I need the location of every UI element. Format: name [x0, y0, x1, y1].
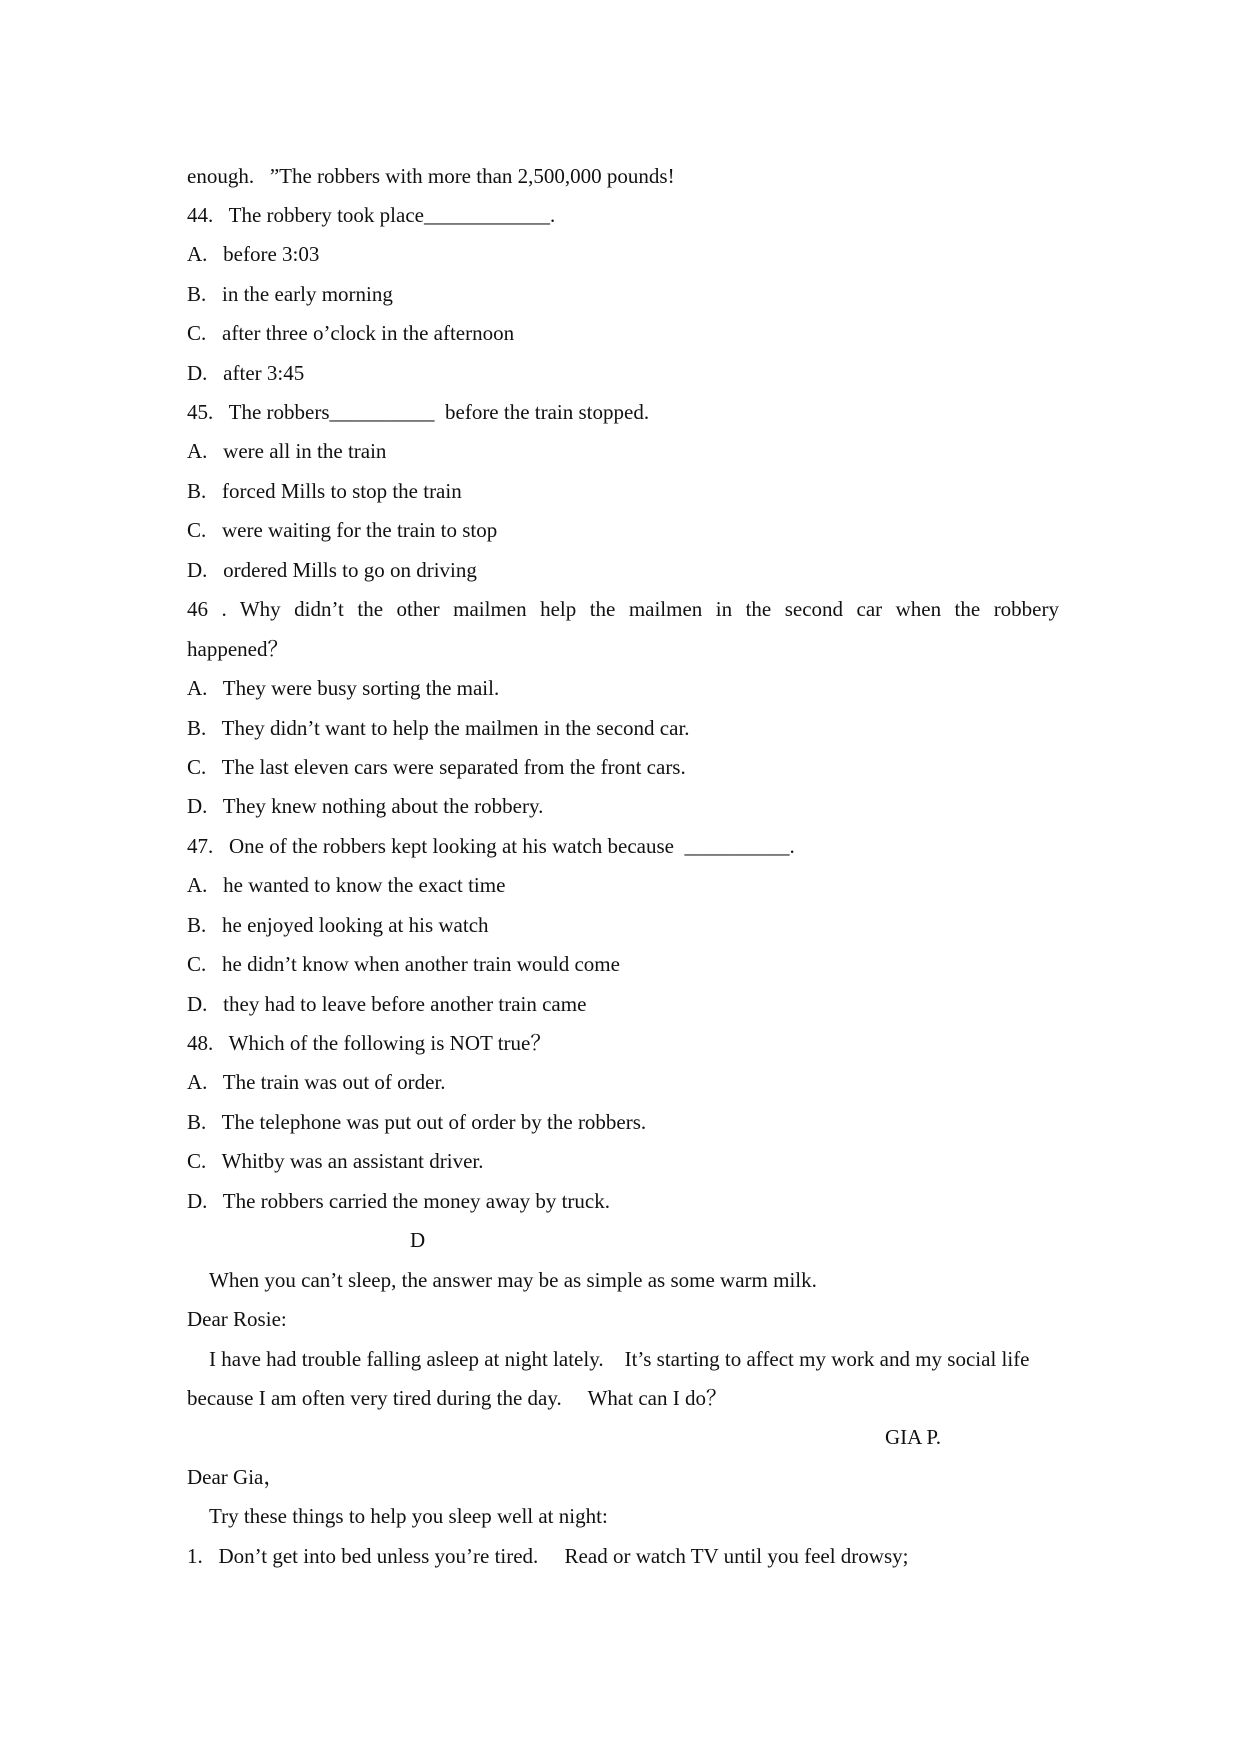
question-48: 48. Which of the following is NOT true？ [187, 1031, 552, 1055]
passage-intro: When you can’t sleep, the answer may be as simple as some warm milk. [209, 1268, 817, 1292]
option-d: D. after 3:45 [187, 361, 305, 385]
letter-salutation: Dear Rosie: [187, 1307, 287, 1331]
option-b: B. he enjoyed looking at his watch [187, 913, 489, 937]
list-item: 1. Don’t get into bed unless you’re tired. Read or watch TV until you feel drowsy; [187, 1544, 909, 1568]
option-c: C. Whitby was an assistant driver. [187, 1149, 484, 1173]
question-47: 47. One of the robbers kept looking at his watch because __________. [187, 834, 795, 858]
option-a: A. he wanted to know the exact time [187, 873, 506, 897]
option-c: C. he didn’t know when another train would come [187, 952, 620, 976]
option-b: B. They didn’t want to help the mailmen in the second car. [187, 716, 690, 740]
letter-body: I have had trouble falling asleep at night lately. It’s starting to affect my work and my social life [209, 1347, 1030, 1371]
option-d: D. ordered Mills to go on driving [187, 558, 477, 582]
option-b: B. forced Mills to stop the train [187, 479, 462, 503]
question-45: 45. The robbers__________ before the train stopped. [187, 400, 650, 424]
option-d: D. The robbers carried the money away by truck. [187, 1189, 610, 1213]
letter-body: because I am often very tired during the day. What can I do？ [187, 1386, 727, 1410]
option-a: A. before 3:03 [187, 242, 320, 266]
option-d: D. they had to leave before another train came [187, 992, 587, 1016]
option-c: C. after three o’clock in the afternoon [187, 321, 515, 345]
option-a: A. The train was out of order. [187, 1070, 446, 1094]
question-44: 44. The robbery took place____________. [187, 203, 556, 227]
option-b: B. in the early morning [187, 282, 393, 306]
question-46: 46 . Why didn’t the other mailmen help the mailmen in the second car when the robbery [187, 597, 1059, 621]
option-a: A. They were busy sorting the mail. [187, 676, 500, 700]
option-b: B. The telephone was put out of order by the robbers. [187, 1110, 647, 1134]
option-a: A. were all in the train [187, 439, 387, 463]
option-c: C. The last eleven cars were separated from the front cars. [187, 755, 686, 779]
option-c: C. were waiting for the train to stop [187, 518, 498, 542]
option-d: D. They knew nothing about the robbery. [187, 794, 544, 818]
text-line: enough. ”The robbers with more than 2,500,000 pounds! [187, 164, 675, 188]
letter-signature: GIA P. [885, 1425, 942, 1449]
section-heading: D [410, 1228, 426, 1252]
reply-salutation: Dear Gia， [187, 1465, 285, 1489]
reply-body: Try these things to help you sleep well at night: [209, 1504, 608, 1528]
question-46-continued: happened？ [187, 637, 289, 661]
